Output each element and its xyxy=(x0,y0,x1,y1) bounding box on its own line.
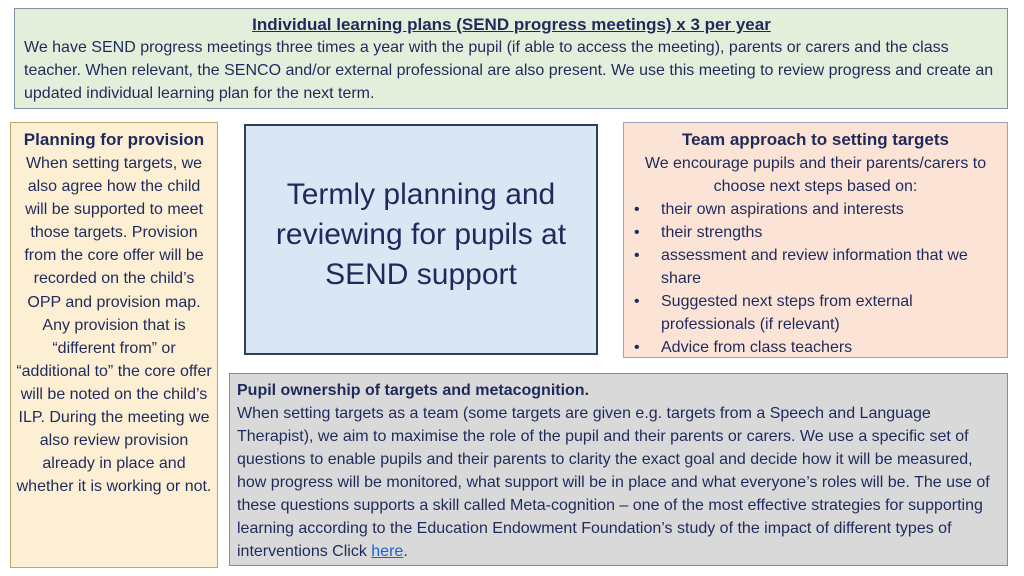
bullet-icon: • xyxy=(634,224,640,241)
planning-provision-text: When setting targets, we also agree how the child will be supported to meet those targets. Provision from the core offer will be recorded on the child’s OPP and provision map. Any provision that is “different from” or “additional to” the core offer will be noted on the child’s ILP. During the meeting we also review provision already in place and whether it is working or not. xyxy=(16,155,212,496)
team-approach-box xyxy=(623,122,1008,358)
list-item: • Suggested next steps from external professionals (if relevant) xyxy=(634,290,997,336)
central-title-box xyxy=(244,124,598,355)
list-item: • their strengths xyxy=(634,221,997,244)
list-item: • assessment and review information that we share xyxy=(634,244,997,290)
planning-provision-box xyxy=(10,122,218,568)
here-link[interactable]: here xyxy=(371,543,404,560)
ilp-meetings-text: We have SEND progress meetings three times a year with the pupil (if able to access the meeting), parents or carers and the class teacher. When relevant, the SENCO and/or external professional are also present. We use this meeting to review progress and create an updated individual learning plan for the next term. xyxy=(24,39,994,102)
central-title: Termly planning and reviewing for pupils at SEND support xyxy=(275,177,567,291)
team-approach-title: Team approach to setting targets xyxy=(681,130,949,149)
list-item: • their own aspirations and interests xyxy=(634,198,997,221)
pupil-ownership-title: Pupil ownership of targets and metacognition. xyxy=(237,382,590,399)
list-item: • Advice from class teachers xyxy=(634,336,997,359)
ilp-meetings-title: Individual learning plans (SEND progress meetings) x 3 per year xyxy=(252,15,771,34)
team-approach-intro: We encourage pupils and their parents/carers to choose next steps based on: xyxy=(644,155,987,195)
bullet-icon: • xyxy=(634,339,640,356)
bullet-icon: • xyxy=(634,247,640,264)
pupil-ownership-text: When setting targets as a team (some targets are given e.g. targets from a Speech and Language Therapist), we aim to maximise the role of the pupil and their parents or carers. We use a specific set of questions to enable pupils and their parents to clarity the exact goal and decide how it will be measured, how progress will be monitored, what support will be in place and what everyone’s roles will be. The use of these questions supports a skill called Meta-cognition – one of the most effective strategies for supporting learning according to the Education Endowment Foundation’s study of the impact of different types of interventions Click here. xyxy=(237,405,990,560)
team-approach-list xyxy=(634,198,997,359)
bullet-icon: • xyxy=(634,293,640,310)
ilp-meetings-box xyxy=(14,8,1008,109)
planning-provision-title: Planning for provision xyxy=(23,130,205,149)
pupil-ownership-box xyxy=(229,373,1008,566)
bullet-icon: • xyxy=(634,201,640,218)
